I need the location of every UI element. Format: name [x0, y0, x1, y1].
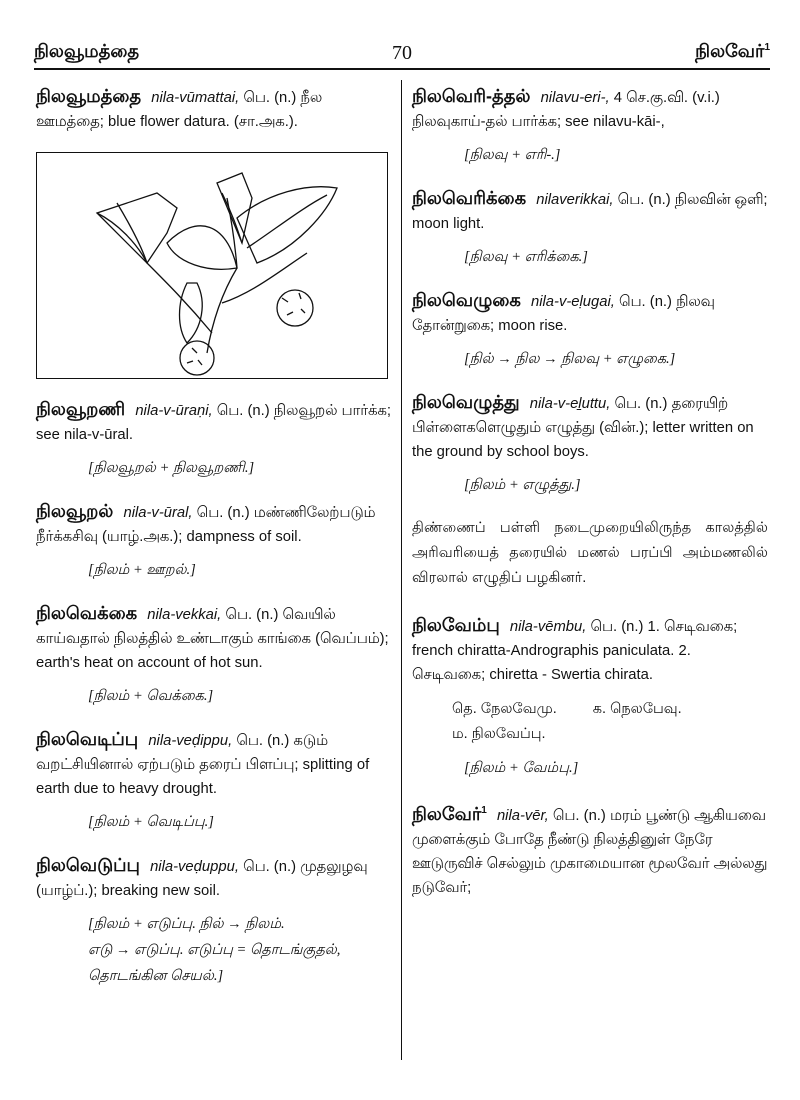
transliteration: nila-v-eḻuttu,	[529, 396, 611, 412]
headword: நிலவேர்$^1$	[412, 804, 487, 824]
entry	[36, 84, 394, 134]
etymology: [நிலவு + எரிக்கை.]	[464, 249, 588, 265]
headword: நிலவெழுத்து	[412, 392, 520, 412]
etymology: [நிலம் + எழுத்து.]	[464, 477, 581, 493]
cognates: தெ. நேலவேமு. க. நெலபேவு. ம. நிலவேப்பு.	[452, 701, 682, 742]
transliteration: nilavu-eri-,	[540, 90, 610, 106]
etymology: [நிலம் + வெக்கை.]	[88, 688, 214, 704]
transliteration: nila-vēr,	[496, 808, 549, 824]
definition: 4 செ.கு.வி. (v.i.) நிலவுகாய்-தல் பார்க்க; see nilavu-kāi-,	[412, 90, 720, 130]
headword: நிலவெடிப்பு	[36, 729, 139, 749]
etymology: [நிலவு + எரி-.]	[464, 147, 561, 163]
etymology: [நிலம் + ஊறல்.]	[88, 562, 196, 578]
transliteration: nila-vūmattai,	[151, 90, 240, 106]
transliteration: nilaverikkai,	[536, 192, 614, 208]
headword: நிலவூறல்	[36, 501, 114, 521]
definition: பெ. (n.) நிலவூறல் பார்க்க; see nila-v-ūral.	[36, 403, 392, 443]
definition: பெ. (n.) தரையிற் பிள்ளைகளெழுதும் எழுத்து (வின்.); letter written on the ground by school boys.	[412, 396, 754, 460]
definition: பெ. (n.) மரம் பூண்டு ஆகியவை முளைக்கும் போதே நீண்டு நிலத்தினுள் நேரே ஊடுருவிச் செல்லும் முகாமையான மூலவேர் அல்லது நடுவேர்;	[412, 808, 768, 896]
headword: நிலவெக்கை	[36, 603, 138, 623]
definition: பெ. (n.) நிலவு தோன்றுகை; moon rise.	[412, 294, 715, 334]
definition: பெ. (n.) மண்ணிலேற்படும் நீர்க்கசிவு (யாழ்.அக.); dampness of soil.	[36, 505, 376, 545]
headword: நிலவூமத்தை	[36, 86, 142, 106]
headword: நிலவேம்பு	[412, 615, 500, 635]
transliteration: nila-vēmbu,	[509, 619, 587, 635]
entry	[36, 499, 394, 583]
usage-note: திண்ணைப் பள்ளி நடைமுறையிலிருந்த காலத்தில் அரிவரியைத் தரையில் மணல் பரப்பி அம்மணலில் விரலால் எழுதிப் பழகினர்.	[412, 520, 768, 586]
entry	[412, 186, 768, 270]
transliteration: nila-v-eḷugai,	[531, 294, 615, 310]
definition: பெ. (n.) நிலவின் ஒளி; moon light.	[412, 192, 768, 232]
entry	[412, 84, 768, 168]
datura-illustration	[36, 152, 388, 379]
headword: நிலவெரிக்கை	[412, 188, 527, 208]
definition: பெ. (n.) கடும் வறட்சியினால் ஏற்படும் தரைப் பிளப்பு; splitting of earth due to heavy drought.	[36, 733, 370, 797]
headword: நிலவெழுகை	[412, 290, 521, 310]
entry	[36, 727, 394, 835]
header-right-guideword: நிலவேர்$^1$	[695, 41, 770, 61]
column-divider	[401, 80, 402, 1060]
transliteration: nila-vekkai,	[147, 607, 222, 623]
entry	[36, 853, 394, 989]
right-column	[412, 84, 768, 918]
etymology: [நில் → நில → நிலவு + எழுகை.]	[464, 351, 676, 367]
entry	[412, 390, 768, 498]
definition: பெ. (n.) முதலுழவு (யாழ்ப்.); breaking new soil.	[36, 859, 368, 899]
entry	[412, 613, 768, 781]
etymology: [நிலம் + வேம்பு.]	[464, 760, 579, 776]
definition: பெ. (n.) நீல ஊமத்தை; blue flower datura. (சா.அக.).	[36, 90, 323, 130]
page-number: 70	[392, 42, 412, 64]
transliteration: nila-v-ūral,	[123, 505, 193, 521]
datura-plant-drawing	[37, 153, 387, 378]
entry	[36, 601, 394, 709]
etymology: [நிலம் + வெடிப்பு.]	[88, 814, 214, 830]
page-header	[34, 28, 770, 70]
entry	[36, 397, 394, 481]
transliteration: nila-veḍippu,	[148, 733, 233, 749]
headword: நிலவெரி-த்தல்	[412, 86, 531, 106]
definition: பெ. (n.) வெயில் காய்வதால் நிலத்தில் உண்டாகும் காங்கை (வெப்பம்); earth's heat on account of hot sun.	[36, 607, 389, 671]
etymology: [நிலவூறல் + நிலவூறணி.]	[88, 460, 255, 476]
entry	[412, 288, 768, 372]
headword: நிலவெடுப்பு	[36, 855, 140, 875]
left-column	[36, 84, 394, 1007]
header-left-guideword: நிலவூமத்தை	[34, 41, 140, 61]
transliteration: nila-veḍuppu,	[150, 859, 239, 875]
definition: பெ. (n.) 1. செடிவகை; french chiratta-Andrographis paniculata. 2. செடிவகை; chiretta - Swertia chirata.	[412, 619, 738, 683]
entry	[412, 799, 768, 900]
etymology: [நிலம் + எடுப்பு. நில் → நிலம். எடு → எடுப்பு. எடுப்பு = தொடங்குதல், தொடங்கின செயல்.]	[88, 916, 341, 984]
headword: நிலவூறணி	[36, 399, 126, 419]
transliteration: nila-v-ūraṇi,	[135, 403, 213, 419]
